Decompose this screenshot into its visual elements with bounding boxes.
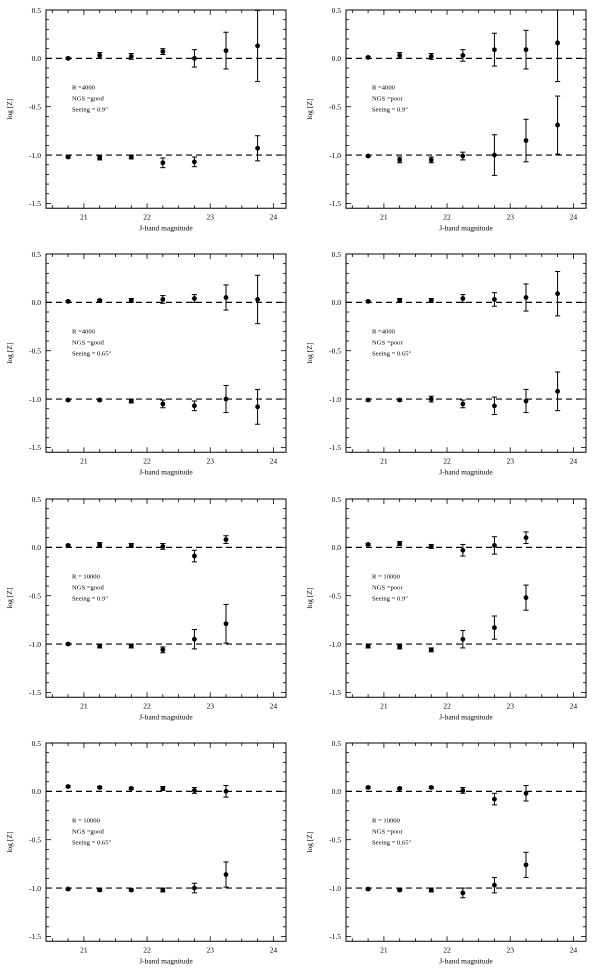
x-tick-label: 22 xyxy=(443,945,451,954)
data-point xyxy=(192,636,197,641)
data-point xyxy=(397,157,402,162)
chart-panel-5 xyxy=(0,489,300,733)
data-point xyxy=(192,56,197,61)
data-point xyxy=(366,299,371,304)
annotation-3: Seeing = 0.9" xyxy=(72,106,108,114)
x-tick-label: 23 xyxy=(506,456,514,466)
data-point xyxy=(555,123,560,128)
data-point xyxy=(192,553,197,558)
data-point xyxy=(397,786,402,791)
data-point xyxy=(97,542,102,547)
data-point xyxy=(492,297,497,302)
data-point xyxy=(224,872,229,877)
annotation-3: Seeing = 0.65" xyxy=(372,350,412,358)
annotation-1: R =4000 xyxy=(72,328,95,336)
chart-panel-1 xyxy=(0,0,300,244)
data-point xyxy=(492,796,497,801)
data-point xyxy=(66,886,71,891)
chart-panel-8 xyxy=(300,733,600,977)
data-point xyxy=(129,543,134,548)
data-point xyxy=(492,625,497,630)
data-point xyxy=(429,647,434,652)
y-tick-label: -1.5 xyxy=(329,199,341,209)
data-point xyxy=(429,543,434,548)
data-point xyxy=(129,643,134,648)
data-point xyxy=(366,154,371,159)
x-tick-label: 24 xyxy=(569,456,578,466)
y-tick-label: -1.0 xyxy=(329,150,341,160)
data-series-1 xyxy=(366,11,561,82)
data-point xyxy=(224,789,229,794)
data-point xyxy=(129,298,134,303)
y-tick-label: -1.0 xyxy=(29,395,41,405)
y-tick-label: 0.0 xyxy=(31,542,41,552)
data-point xyxy=(97,53,102,58)
y-tick-label: -1.5 xyxy=(29,931,41,941)
annotation-3: Seeing = 0.65" xyxy=(72,839,112,847)
annotation-2: NGS =poor xyxy=(372,95,403,103)
data-point xyxy=(160,786,165,791)
data-point xyxy=(460,788,465,793)
data-point xyxy=(429,785,434,790)
data-point xyxy=(97,643,102,648)
x-tick-label: 22 xyxy=(443,700,451,710)
data-point xyxy=(524,862,529,867)
annotation-2: NGS =poor xyxy=(372,583,403,591)
y-tick-label: -0.5 xyxy=(29,835,41,845)
y-tick-label: -1.5 xyxy=(329,931,341,941)
x-tick-label: 22 xyxy=(443,212,451,222)
y-axis-label: log [Z] xyxy=(305,587,314,609)
data-point xyxy=(366,398,371,403)
y-tick-label: -1.0 xyxy=(329,395,341,405)
x-tick-label: 21 xyxy=(380,212,388,222)
x-tick-label: 24 xyxy=(269,700,278,710)
data-point xyxy=(397,887,402,892)
x-axis-label: J-band magnitude xyxy=(439,956,493,965)
data-point xyxy=(129,786,134,791)
data-point xyxy=(192,404,197,409)
data-series-1 xyxy=(366,531,529,555)
data-point xyxy=(429,54,434,59)
data-series-2 xyxy=(366,372,561,415)
data-point xyxy=(66,641,71,646)
annotation-1: R = 10000 xyxy=(72,817,100,825)
data-point xyxy=(460,53,465,58)
y-tick-label: -1.5 xyxy=(329,443,341,453)
annotation-1: R = 10000 xyxy=(372,817,400,825)
data-point xyxy=(429,157,434,162)
data-point xyxy=(97,156,102,161)
y-tick-label: -1.0 xyxy=(329,639,341,649)
data-point xyxy=(366,785,371,790)
y-tick-label: -1.0 xyxy=(29,150,41,160)
data-point xyxy=(366,643,371,648)
data-point xyxy=(429,887,434,892)
y-tick-label: -0.5 xyxy=(329,591,341,601)
data-point xyxy=(366,886,371,891)
annotation-2: NGS =poor xyxy=(372,339,403,347)
x-tick-label: 23 xyxy=(206,700,214,710)
x-tick-label: 24 xyxy=(269,945,278,954)
y-tick-label: -1.5 xyxy=(29,687,41,697)
x-tick-label: 24 xyxy=(569,212,578,222)
data-series-1 xyxy=(66,535,229,561)
annotation-2: NGS =good xyxy=(72,583,104,591)
annotation-2: NGS =good xyxy=(72,339,104,347)
y-tick-label: 0.5 xyxy=(331,250,341,260)
data-series-1 xyxy=(66,11,261,82)
y-tick-label: 0.5 xyxy=(331,738,341,748)
data-series-2 xyxy=(66,136,261,168)
data-point xyxy=(66,543,71,548)
data-point xyxy=(524,138,529,143)
data-series-1 xyxy=(366,785,529,805)
data-point xyxy=(224,397,229,402)
data-point xyxy=(524,535,529,540)
annotation-3: Seeing = 0.65" xyxy=(72,350,112,358)
data-point xyxy=(192,159,197,164)
y-axis-label: log [Z] xyxy=(5,831,14,853)
y-axis-label: log [Z] xyxy=(5,342,14,364)
y-axis-label: log [Z] xyxy=(5,587,14,609)
data-series-1 xyxy=(66,784,229,797)
data-series-1 xyxy=(66,276,261,324)
x-tick-label: 23 xyxy=(206,212,214,222)
data-point xyxy=(460,636,465,641)
x-tick-label: 21 xyxy=(80,945,88,954)
y-tick-label: -1.0 xyxy=(29,883,41,893)
x-tick-label: 21 xyxy=(380,456,388,466)
data-point xyxy=(160,297,165,302)
x-axis-label: J-band magnitude xyxy=(439,711,493,721)
data-point xyxy=(397,298,402,303)
data-point xyxy=(555,389,560,394)
data-point xyxy=(66,155,71,160)
y-tick-label: 0.5 xyxy=(331,494,341,504)
x-tick-label: 24 xyxy=(269,212,278,222)
chart-panel-6 xyxy=(300,489,600,733)
data-point xyxy=(492,404,497,409)
annotation-3: Seeing = 0.9" xyxy=(372,106,408,114)
x-axis-label: J-band magnitude xyxy=(439,467,493,477)
data-point xyxy=(160,647,165,652)
data-point xyxy=(555,40,560,45)
y-tick-label: 0.5 xyxy=(31,494,41,504)
data-point xyxy=(224,295,229,300)
y-tick-label: 0.0 xyxy=(31,298,41,308)
y-tick-label: -1.0 xyxy=(29,639,41,649)
x-axis-label: J-band magnitude xyxy=(139,223,193,233)
y-tick-label: 0.0 xyxy=(331,786,341,796)
data-point xyxy=(66,398,71,403)
x-tick-label: 21 xyxy=(80,456,88,466)
x-tick-label: 24 xyxy=(569,700,578,710)
x-tick-label: 21 xyxy=(80,212,88,222)
annotation-1: R =4000 xyxy=(372,328,395,336)
annotation-1: R =4000 xyxy=(372,84,395,92)
data-point xyxy=(160,49,165,54)
data-point xyxy=(66,56,71,61)
y-tick-label: 0.0 xyxy=(31,54,41,64)
data-point xyxy=(429,298,434,303)
x-axis-label: J-band magnitude xyxy=(139,956,193,965)
data-point xyxy=(255,43,260,48)
y-tick-label: -0.5 xyxy=(329,102,341,112)
data-point xyxy=(224,537,229,542)
data-point xyxy=(192,296,197,301)
data-point xyxy=(524,399,529,404)
data-point xyxy=(129,155,134,160)
chart-panel-7 xyxy=(0,733,300,977)
data-point xyxy=(160,887,165,892)
annotation-1: R = 10000 xyxy=(372,572,400,580)
data-series-1 xyxy=(366,272,561,316)
y-tick-label: 0.5 xyxy=(331,5,341,15)
chart-panel-2 xyxy=(300,0,600,244)
data-point xyxy=(460,890,465,895)
data-point xyxy=(255,297,260,302)
data-point xyxy=(129,54,134,59)
y-axis-label: log [Z] xyxy=(305,342,314,364)
x-tick-label: 24 xyxy=(269,456,278,466)
data-point xyxy=(397,644,402,649)
data-point xyxy=(66,299,71,304)
annotation-2: NGS =good xyxy=(72,828,104,836)
y-tick-label: 0.0 xyxy=(331,298,341,308)
x-tick-label: 22 xyxy=(143,700,151,710)
y-tick-label: -1.0 xyxy=(329,883,341,893)
x-tick-label: 23 xyxy=(206,456,214,466)
data-point xyxy=(429,397,434,402)
data-point xyxy=(460,402,465,407)
annotation-1: R = 10000 xyxy=(72,572,100,580)
data-point xyxy=(492,47,497,52)
x-tick-label: 22 xyxy=(143,212,151,222)
y-tick-label: -1.5 xyxy=(329,687,341,697)
data-point xyxy=(524,295,529,300)
x-tick-label: 23 xyxy=(206,945,214,954)
y-tick-label: 0.0 xyxy=(31,786,41,796)
data-point xyxy=(397,541,402,546)
y-axis-label: log [Z] xyxy=(5,98,14,120)
annotation-3: Seeing = 0.9" xyxy=(372,594,408,602)
y-tick-label: -0.5 xyxy=(29,346,41,356)
data-point xyxy=(255,146,260,151)
data-series-2 xyxy=(66,604,229,652)
data-point xyxy=(160,402,165,407)
data-point xyxy=(66,784,71,789)
data-point xyxy=(97,785,102,790)
data-point xyxy=(97,298,102,303)
annotation-3: Seeing = 0.9" xyxy=(72,594,108,602)
y-tick-label: -0.5 xyxy=(329,835,341,845)
annotation-3: Seeing = 0.65" xyxy=(372,839,412,847)
data-point xyxy=(524,595,529,600)
annotation-2: NGS =poor xyxy=(372,828,403,836)
x-tick-label: 22 xyxy=(143,945,151,954)
x-tick-label: 23 xyxy=(506,945,514,954)
data-point xyxy=(224,48,229,53)
data-point xyxy=(366,542,371,547)
data-point xyxy=(255,405,260,410)
data-point xyxy=(492,543,497,548)
data-series-2 xyxy=(366,852,529,897)
y-tick-label: -1.5 xyxy=(29,199,41,209)
data-point xyxy=(397,53,402,58)
data-point xyxy=(97,398,102,403)
x-tick-label: 22 xyxy=(143,456,151,466)
data-point xyxy=(129,399,134,404)
data-point xyxy=(97,887,102,892)
data-point xyxy=(160,160,165,165)
data-point xyxy=(192,788,197,793)
y-tick-label: 0.0 xyxy=(331,542,341,552)
y-tick-label: -0.5 xyxy=(29,591,41,601)
x-axis-label: J-band magnitude xyxy=(139,467,193,477)
data-point xyxy=(397,398,402,403)
y-tick-label: -0.5 xyxy=(29,102,41,112)
x-axis-label: J-band magnitude xyxy=(139,711,193,721)
data-point xyxy=(460,547,465,552)
x-tick-label: 23 xyxy=(506,700,514,710)
data-point xyxy=(192,885,197,890)
data-point xyxy=(555,292,560,297)
x-tick-label: 21 xyxy=(80,700,88,710)
chart-panel-4 xyxy=(300,244,600,488)
data-point xyxy=(366,55,371,60)
data-point xyxy=(460,154,465,159)
y-tick-label: 0.5 xyxy=(31,250,41,260)
y-axis-label: log [Z] xyxy=(305,98,314,120)
y-axis-label: log [Z] xyxy=(305,831,314,853)
y-tick-label: -0.5 xyxy=(329,346,341,356)
x-tick-label: 24 xyxy=(569,945,578,954)
data-point xyxy=(492,883,497,888)
y-tick-label: -1.5 xyxy=(29,443,41,453)
annotation-2: NGS =good xyxy=(72,95,104,103)
y-tick-label: 0.5 xyxy=(31,738,41,748)
data-point xyxy=(160,543,165,548)
data-point xyxy=(492,153,497,158)
data-point xyxy=(524,47,529,52)
data-series-2 xyxy=(66,386,261,425)
x-tick-label: 21 xyxy=(380,945,388,954)
y-tick-label: 0.0 xyxy=(331,54,341,64)
y-tick-label: 0.5 xyxy=(31,5,41,15)
chart-panel-3 xyxy=(0,244,300,488)
data-point xyxy=(129,887,134,892)
x-tick-label: 22 xyxy=(443,456,451,466)
data-point xyxy=(460,296,465,301)
x-axis-label: J-band magnitude xyxy=(439,223,493,233)
x-tick-label: 21 xyxy=(380,700,388,710)
data-point xyxy=(524,791,529,796)
data-point xyxy=(224,621,229,626)
annotation-1: R =4000 xyxy=(72,84,95,92)
x-tick-label: 23 xyxy=(506,212,514,222)
